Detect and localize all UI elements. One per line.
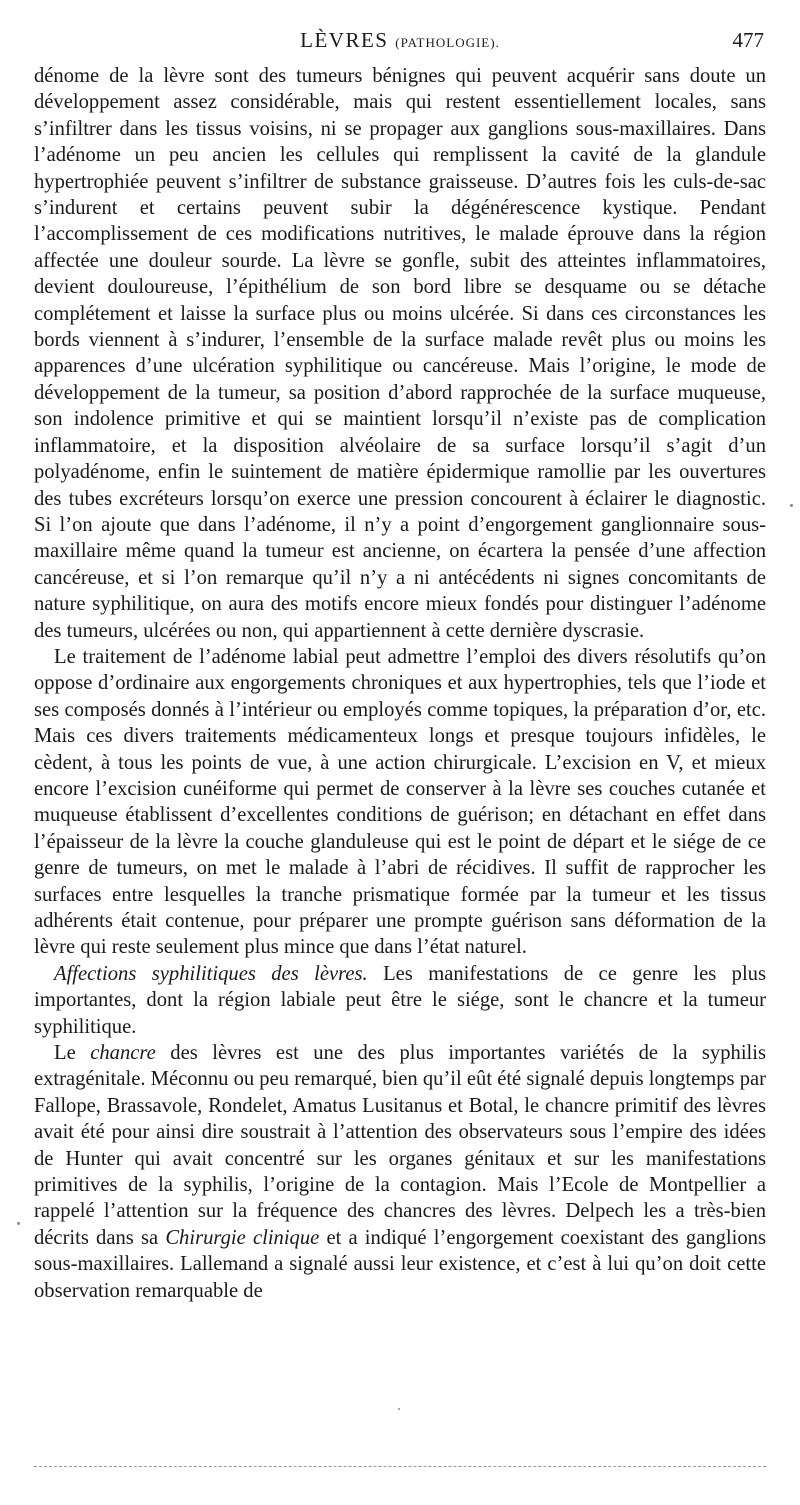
paragraph-syphilitic-affections-text: Les manifestations de ce genre les plus importantes, dont la région labiale peut être le siége, sont le chancre et la tumeur syphilitique. — [34, 962, 766, 1038]
paragraph-adenome-treatment: Le traitement de l’adénome labial peut admettre l’emploi des divers résolutifs qu’on oppose d’ordinaire aux engorgements chroniques et aux hypertrophies, tels que l’iode et ses composés donnés à l’intérieur ou employés comme topiques, la préparation d’or, etc. Mais ces divers traitements médicamenteux longs et presque toujours infidèles, le cèdent, à tous les points de vue, à une action chirurgicale. L’excision en V, et mieux encore l’excision cunéiforme qui permet de conserver à la lèvre ses couches cutanée et muqueuse établissent d’excellentes conditions de guérison; en détachant en effet dans l’épaisseur de la lèvre la couche glanduleuse qui est le point de départ et le siége de ce genre de tumeurs, on met le malade à l’abri de récidives. Il suffit de rapprocher les surfaces entre lesquelles la tranche prismatique formée par la tumeur et les tissus adhérents était contenue, pour préparer une prompte guérison sans déformation de la lèvre qui reste seulement plus mince que dans l’état naturel. — [34, 645, 766, 959]
print-speck — [17, 1222, 20, 1225]
body-text — [34, 63, 766, 1304]
footer-rule — [34, 1466, 766, 1467]
running-title-main: LÈVRES — [300, 28, 389, 52]
paragraph-chancre-end: et a indiqué l’engorgement coexistant des ganglions sous-maxillaires. Lallemand a signalé aussi leur existence, et c’est à lui qu’on doit cette observation remarquable de — [34, 1226, 766, 1302]
paragraph-syphilitic-affections — [34, 961, 766, 1040]
section-heading-syphilitic-affections: Affections syphilitiques des lèvres. — [54, 962, 368, 985]
print-speck — [398, 1408, 400, 1410]
term-chancre: chancre — [90, 1042, 156, 1065]
paragraph-chancre-mid: des lèvres est une des plus importantes variétés de la syphilis extragénitale. Méconnu ou peu remarqué, bien qu’il eût été signalé depuis longtemps par Fallope, Brassavole, Rondelet, Amatus Lusitanus et Botal, le chancre primitif des lèvres avait été pour ainsi dire soustrait à l’attention des observateurs sous l’empire des idées de Hunter qui avait concentré sur les organes génitaux et sur les manifestations primitives de la syphilis, l’origine de la contagion. Mais l’Ecole de Montpellier a rappelé l’attention sur la fréquence des chancres des lèvres. Delpech les a très-bien décrits dans sa — [34, 1042, 766, 1249]
page-header — [0, 28, 800, 58]
running-title — [0, 28, 800, 53]
paragraph-chancre — [34, 1040, 766, 1304]
title-chirurgie-clinique: Chirurgie clinique — [165, 1226, 320, 1249]
page-number: 477 — [732, 28, 764, 52]
print-speck — [790, 504, 793, 507]
paragraph-adenome-diagnosis: dénome de la lèvre sont des tumeurs bénignes qui peuvent acquérir sans doute un développement assez considérable, mais qui restent essentiellement locales, sans s’infiltrer dans les tissus voisins, ni se propager aux ganglions sous-maxillaires. Dans l’adénome un peu ancien les cellules qui remplissent la cavité de la glandule hypertrophiée peuvent s’infiltrer de substance graisseuse. D’autres fois les culs-de-sac s’indurent et certains peuvent subir la dégénérescence kystique. Pendant l’accomplissement de ces modifications nutritives, le malade éprouve dans la région affectée une douleur sourde. La lèvre se gonfle, subit des atteintes inflammatoires, devient douloureuse, l’épithélium de son bord libre se desquame ou se détache complétement et laisse la surface plus ou moins ulcérée. Si dans ces circonstances les bords viennent à s’indurer, l’ensemble de la surface malade revêt plus ou moins les apparences d’une ulcération syphilitique ou cancéreuse. Mais l’origine, le mode de développement de la tumeur, sa position d’abord rapprochée de la surface muqueuse, son indolence primitive et qui se maintient lorsqu’il n’existe pas de complication inflammatoire, et la disposition alvéolaire de sa surface lorsqu’il s’agit d’un polyadénome, enfin le suintement de matière épidermique ramollie par les ouvertures des tubes excréteurs lorsqu’on exerce une pression concourent à éclairer le diagnostic. Si l’on ajoute que dans l’adénome, il n’y a point d’engorgement ganglionnaire sous-maxillaire même quand la tumeur est ancienne, on écartera la pensée d’une affection cancéreuse, et si l’on remarque qu’il n’y a ni antécédents ni signes concomitants de nature syphilitique, on aura des motifs encore mieux fondés pour distinguer l’adénome des tumeurs, ulcérées ou non, qui appartiennent à cette dernière dyscrasie. — [34, 65, 766, 642]
running-title-sub: (PATHOLOGIE). — [395, 35, 500, 50]
paragraph-chancre-start: Le — [54, 1042, 91, 1065]
